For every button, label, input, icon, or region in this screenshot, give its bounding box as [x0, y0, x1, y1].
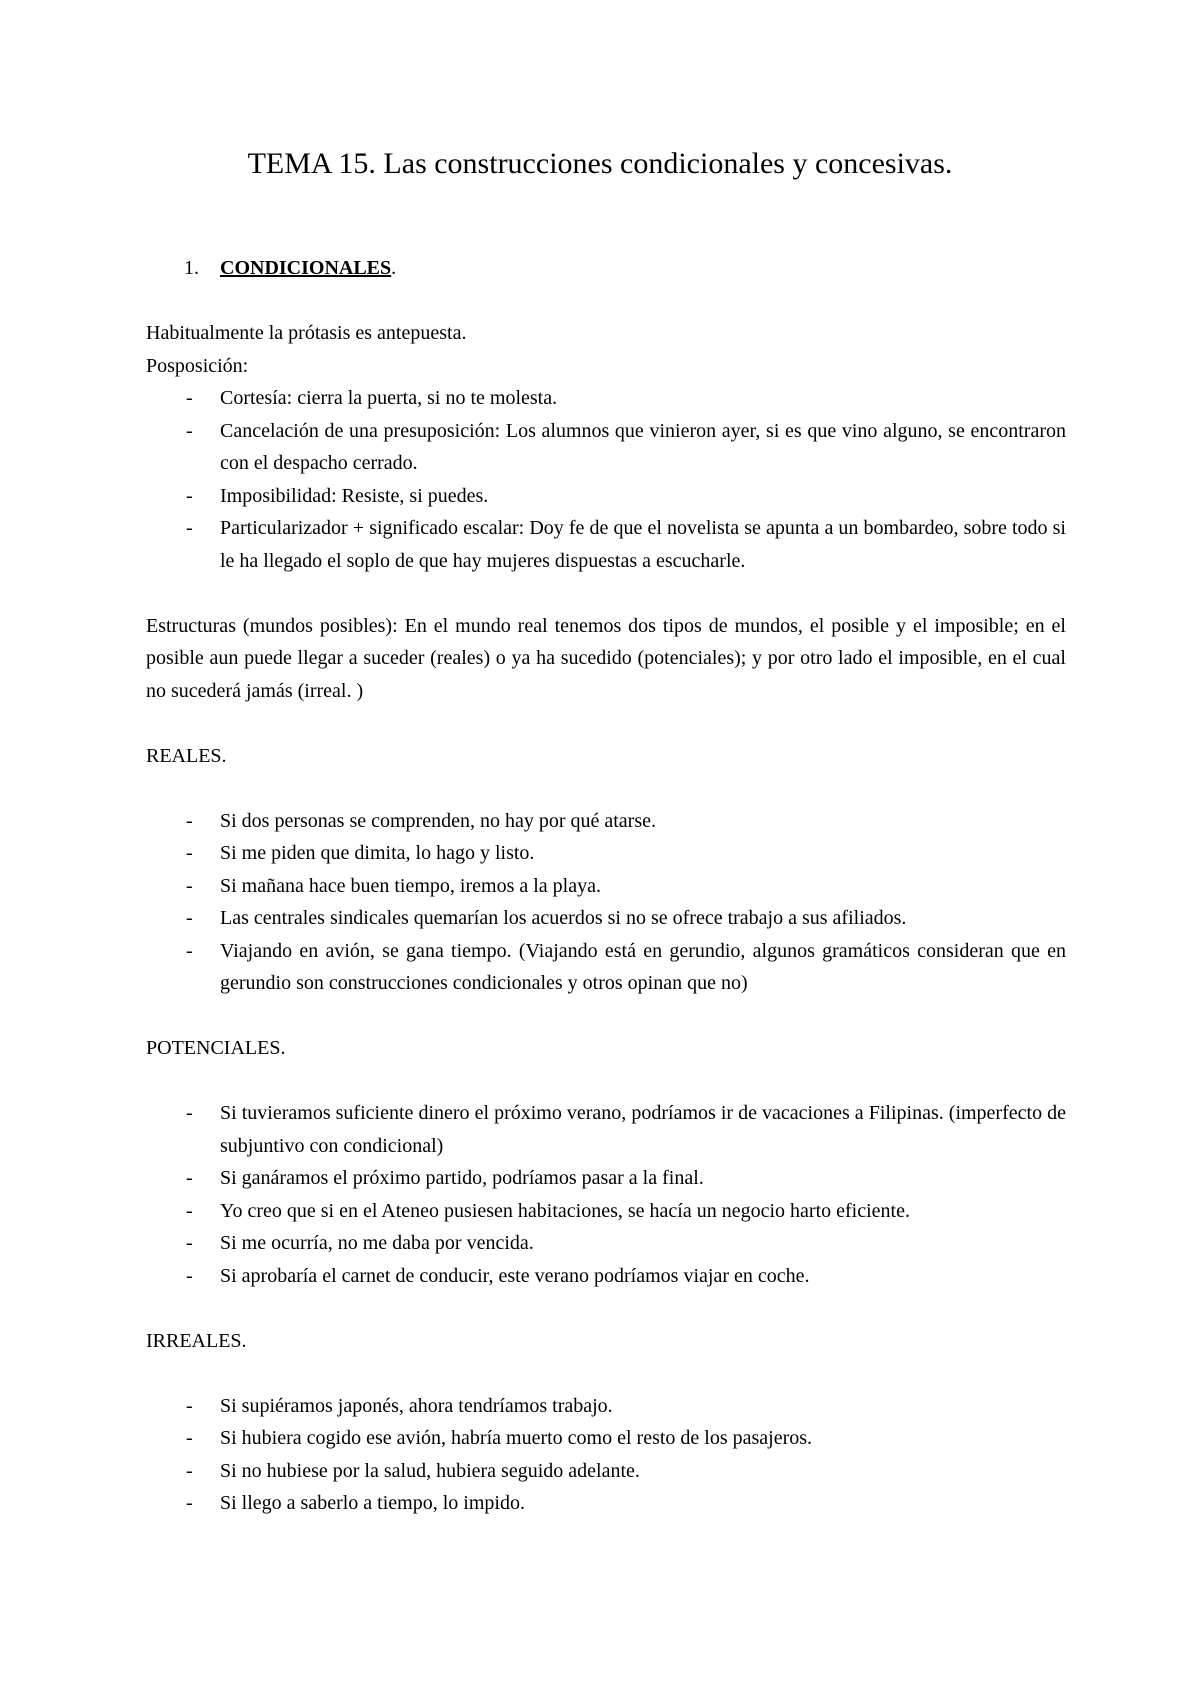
dash-bullet: - — [186, 517, 193, 539]
dash-bullet: - — [186, 1394, 193, 1417]
dash-bullet: - — [186, 939, 193, 962]
list-item-text: Cortesía: cierra la puerta, si no te molesta. — [220, 387, 558, 409]
list-item — [146, 1097, 1066, 1162]
irreales-list — [146, 1390, 1066, 1520]
list-item — [146, 480, 1066, 513]
section-heading — [146, 252, 1066, 285]
list-item-text: Las centrales sindicales quemarían los acuerdos si no se ofrece trabajo a sus afiliados. — [220, 907, 907, 929]
list-item — [146, 870, 1066, 903]
potenciales-heading: POTENCIALES. — [146, 1037, 286, 1059]
dash-bullet: - — [186, 842, 193, 864]
list-item-text: Cancelación de una presuposición: Los alumnos que vinieron ayer, si es que vino alguno, se encontraron con el despacho cerrado. — [220, 419, 1066, 474]
list-item-text: Si llego a saberlo a tiempo, lo impido. — [220, 1492, 525, 1514]
spacer — [146, 1292, 1066, 1325]
list-item-text: Imposibilidad: Resiste, si puedes. — [220, 484, 489, 507]
list-item-text: Viajando en avión, se gana tiempo. (Viajando está en gerundio, algunos gramáticos consideran que en gerundio son construcciones condicionales y otros opinan que no) — [220, 939, 1066, 994]
dash-bullet: - — [186, 1232, 193, 1254]
list-item — [146, 1390, 1066, 1423]
dash-bullet: - — [186, 387, 193, 409]
list-item — [146, 837, 1066, 870]
list-item — [146, 935, 1066, 1000]
list-item — [146, 1162, 1066, 1195]
posposicion-label: Posposición: — [146, 354, 249, 377]
section-label-suffix: . — [391, 257, 397, 279]
list-item — [146, 512, 1066, 577]
dash-bullet: - — [186, 1167, 193, 1189]
dash-bullet: - — [186, 419, 193, 442]
dash-bullet: - — [186, 484, 193, 507]
reales-list — [146, 805, 1066, 1000]
list-item — [146, 1422, 1066, 1455]
irreales-heading: IRREALES. — [146, 1329, 247, 1352]
list-item — [146, 1260, 1066, 1293]
list-item — [146, 1487, 1066, 1520]
list-item-text: Si aprobaría el carnet de conducir, este verano podríamos viajar en coche. — [220, 1264, 810, 1287]
list-item-text: Si mañana hace buen tiempo, iremos a la playa. — [220, 874, 601, 897]
spacer — [146, 577, 1066, 610]
list-item — [146, 1455, 1066, 1488]
dash-bullet: - — [186, 809, 193, 832]
intro-line: Habitualmente la prótasis es antepuesta. — [146, 322, 467, 344]
dash-bullet: - — [186, 1102, 193, 1124]
list-item-text: Si no hubiese por la salud, hubiera seguido adelante. — [220, 1459, 640, 1482]
list-item — [146, 1227, 1066, 1260]
dash-bullet: - — [186, 1459, 193, 1482]
posposicion-list — [146, 382, 1066, 577]
list-item-text: Si dos personas se comprenden, no hay por qué atarse. — [220, 809, 656, 832]
section-number: 1. — [184, 257, 199, 279]
list-item-text: Si supiéramos japonés, ahora tendríamos trabajo. — [220, 1394, 613, 1417]
reales-heading: REALES. — [146, 744, 227, 767]
list-item-text: Si me piden que dimita, lo hago y listo. — [220, 842, 535, 864]
list-item — [146, 902, 1066, 935]
dash-bullet: - — [186, 1264, 193, 1287]
list-item-text: Si me ocurría, no me daba por vencida. — [220, 1232, 534, 1254]
document-body — [146, 252, 1066, 1520]
dash-bullet: - — [186, 907, 193, 929]
section-label: CONDICIONALES — [220, 257, 392, 279]
dash-bullet: - — [186, 1199, 193, 1222]
spacer — [146, 772, 1066, 805]
list-item-text: Si tuvieramos suficiente dinero el próximo verano, podríamos ir de vacaciones a Filipinas. (imperfecto de subjuntivo con condicional) — [220, 1102, 1066, 1157]
list-item — [146, 415, 1066, 480]
spacer — [146, 1357, 1066, 1390]
spacer — [146, 707, 1066, 740]
dash-bullet: - — [186, 1427, 193, 1449]
page-title: TEMA 15. Las construcciones condicionales y concesivas. — [247, 147, 953, 180]
dash-bullet: - — [186, 874, 193, 897]
list-item-text: Yo creo que si en el Ateneo pusiesen habitaciones, se hacía un negocio harto eficiente. — [220, 1199, 910, 1222]
list-item-text: Si hubiera cogido ese avión, habría muerto como el resto de los pasajeros. — [220, 1427, 813, 1449]
list-item — [146, 805, 1066, 838]
list-item — [146, 382, 1066, 415]
spacer — [146, 1065, 1066, 1098]
dash-bullet: - — [186, 1492, 193, 1514]
potenciales-list — [146, 1097, 1066, 1292]
estructuras-paragraph: Estructuras (mundos posibles): En el mundo real tenemos dos tipos de mundos, el posible y el imposible; en el posible aun puede llegar a suceder (reales) o ya ha sucedido (potenciales); y por otro lado el imposible, en el cual no sucederá jamás (irreal. ) — [146, 614, 1066, 702]
spacer — [146, 1000, 1066, 1033]
list-item-text: Si ganáramos el próximo partido, podríamos pasar a la final. — [220, 1167, 704, 1189]
list-item-text: Particularizador + significado escalar: Doy fe de que el novelista se apunta a un bombardeo, sobre todo si le ha llegado el soplo de que hay mujeres dispuestas a escucharle. — [220, 517, 1066, 572]
list-item — [146, 1195, 1066, 1228]
